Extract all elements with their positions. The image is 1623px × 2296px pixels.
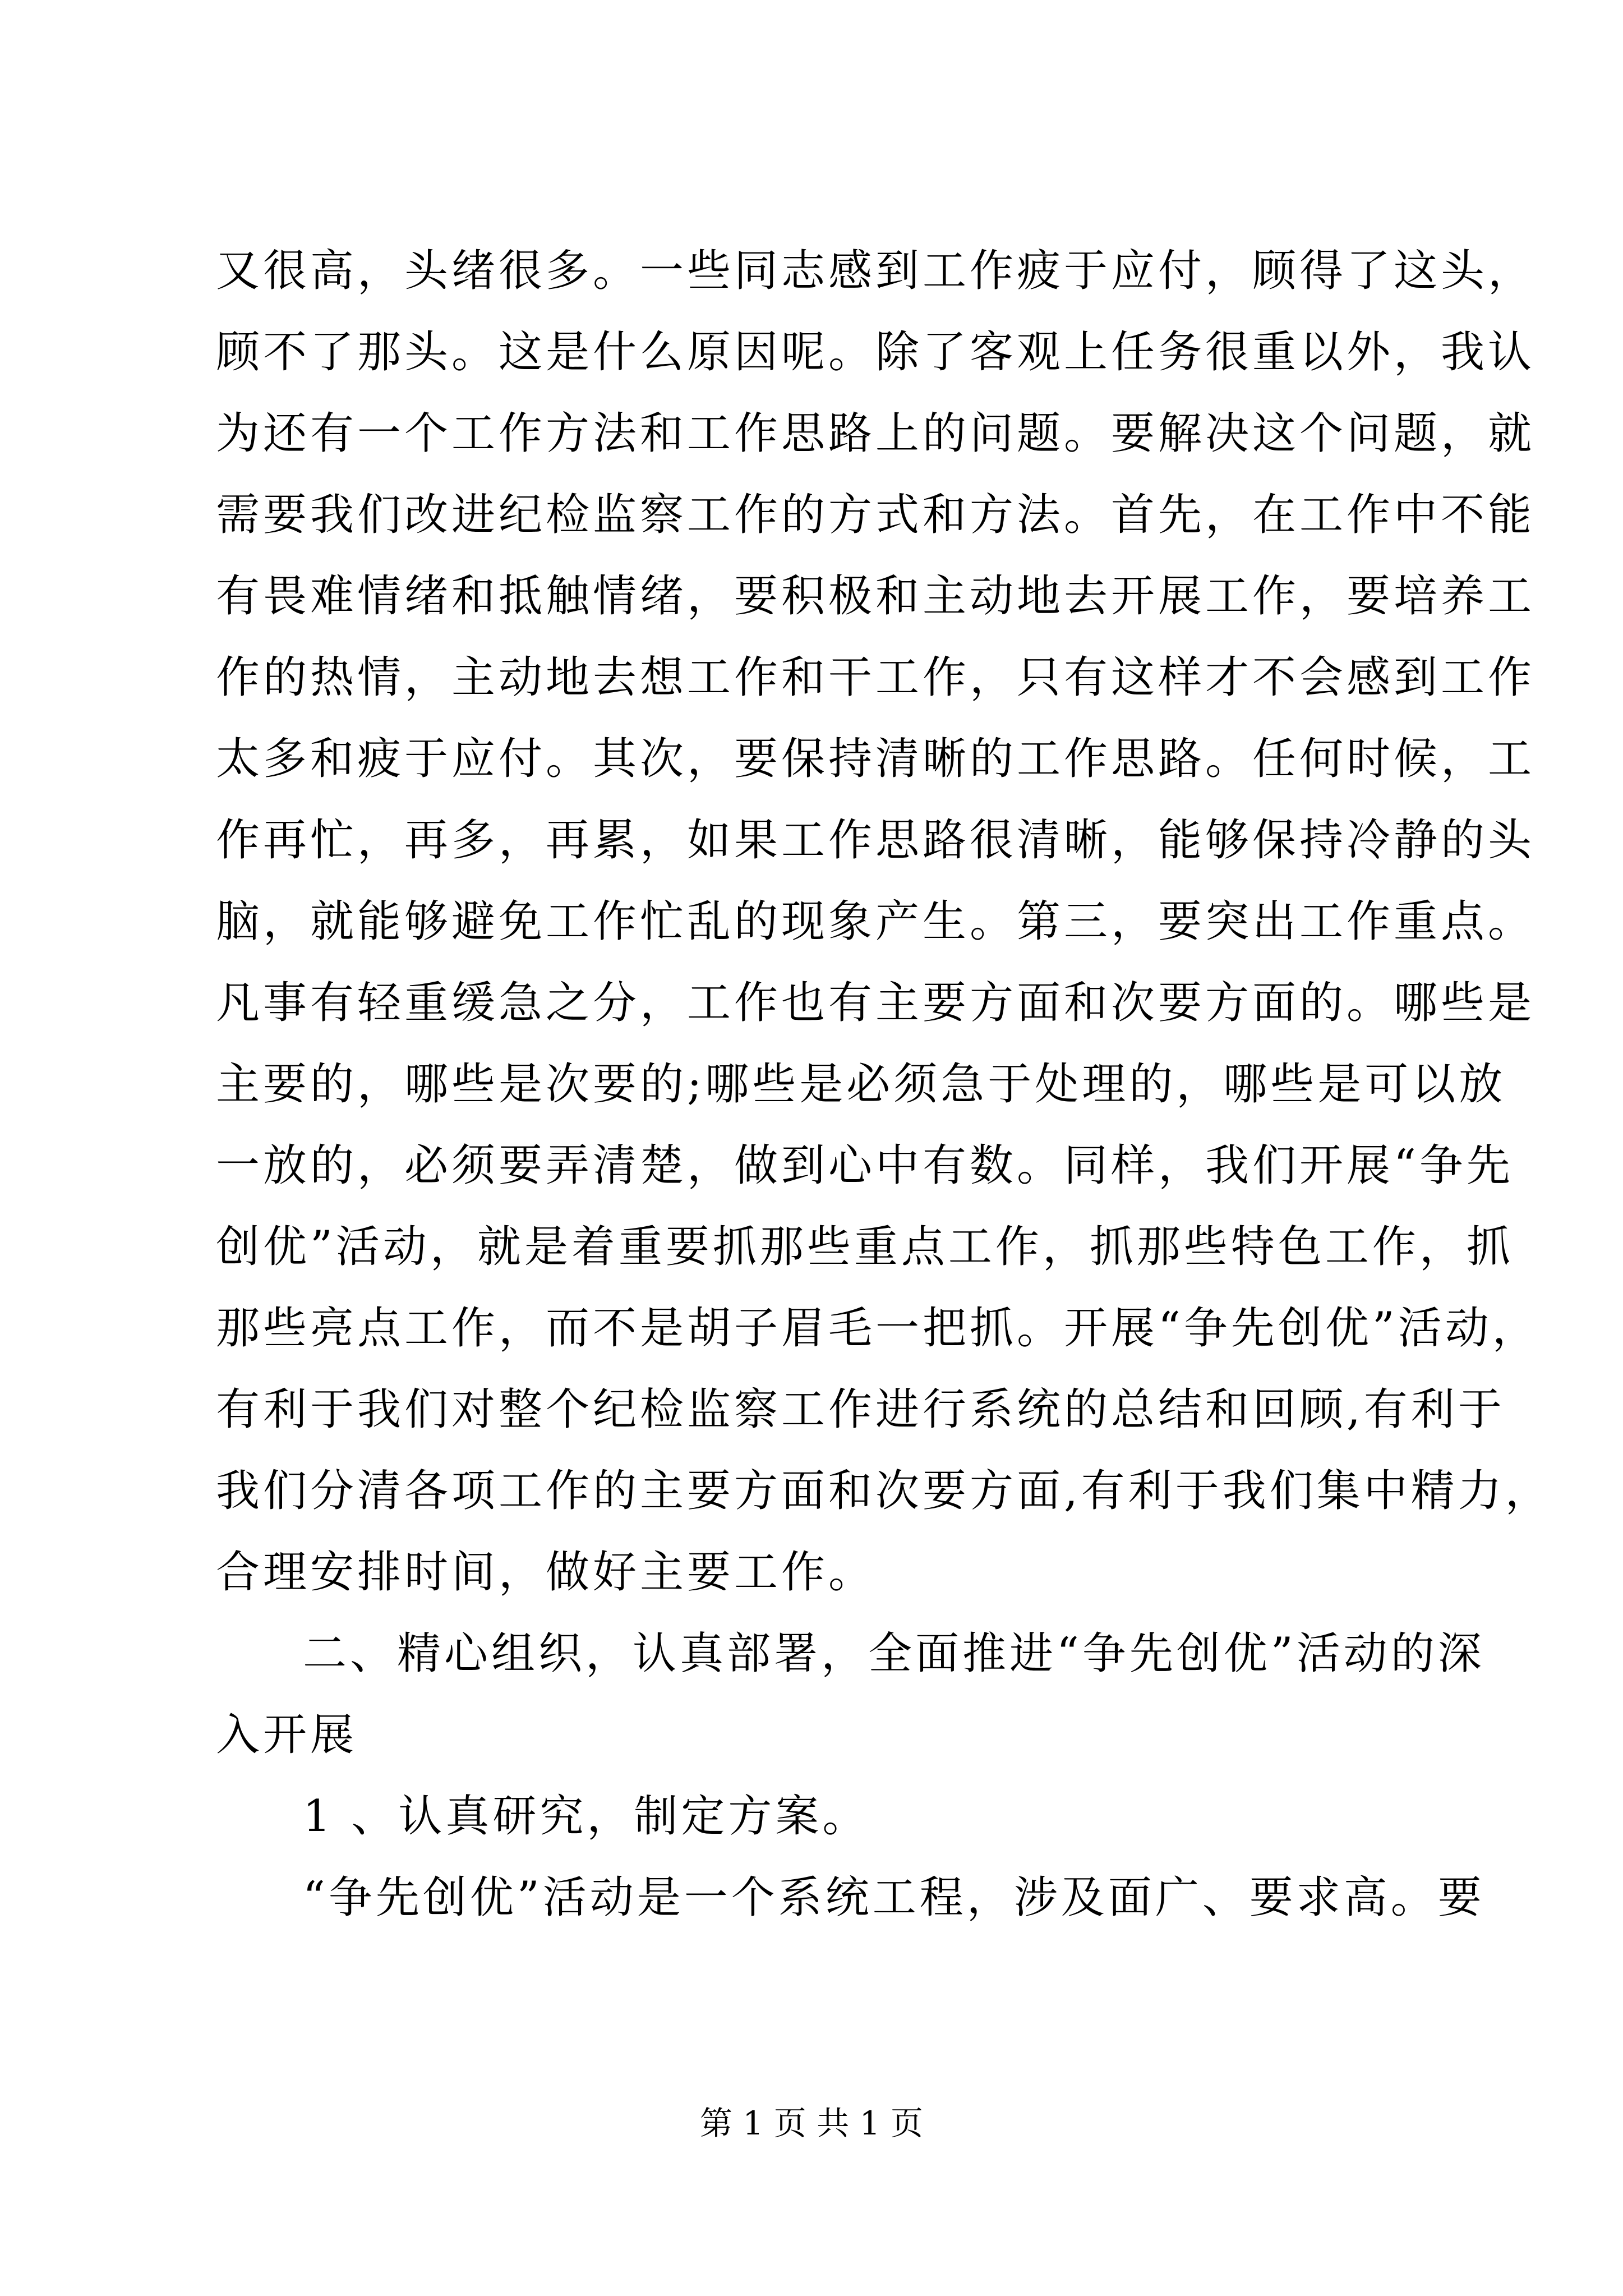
text-line: 主要的，哪些是次要的;哪些是必须急于处理的，哪些是可以放 xyxy=(216,1059,1506,1110)
subsection-heading: 1 、认真研究，制定方案。 xyxy=(303,1791,870,1842)
text-line: “争先创优”活动是一个系统工程，涉及面广、要求高。要 xyxy=(303,1872,1485,1923)
text-line: 有利于我们对整个纪检监察工作进行系统的总结和回顾,有利于 xyxy=(216,1384,1505,1435)
text-line: 需要我们改进纪检监察工作的方式和方法。首先，在工作中不能 xyxy=(216,490,1536,540)
text-line: 一放的，必须要弄清楚，做到心中有数。同样，我们开展“争先 xyxy=(216,1140,1514,1191)
page-number-footer: 第 1 页 共 1 页 xyxy=(700,2104,923,2142)
text-line: 作的热情，主动地去想工作和干工作，只有这样才不会感到工作 xyxy=(216,652,1536,703)
text-line: 凡事有轻重缓急之分，工作也有主要方面和次要方面的。哪些是 xyxy=(216,978,1536,1028)
text-line: 我们分清各项工作的主要方面和次要方面,有利于我们集中精力， xyxy=(216,1466,1552,1516)
text-line: 那些亮点工作，而不是胡子眉毛一把抓。开展“争先创优”活动， xyxy=(216,1303,1539,1354)
text-line: 太多和疲于应付。其次，要保持清晰的工作思路。任何时候，工 xyxy=(216,734,1536,784)
text-line: 合理安排时间，做好主要工作。 xyxy=(216,1547,876,1598)
text-line: 有畏难情绪和抵触情绪，要积极和主动地去开展工作，要培养工 xyxy=(216,571,1536,622)
text-line: 顾不了那头。这是什么原因呢。除了客观上任务很重以外，我认 xyxy=(216,327,1536,378)
text-line: 创优”活动，就是着重要抓那些重点工作，抓那些特色工作，抓 xyxy=(216,1222,1514,1272)
text-line: 为还有一个工作方法和工作思路上的问题。要解决这个问题，就 xyxy=(216,408,1536,459)
section-heading-continued: 入开展 xyxy=(216,1710,358,1760)
text-line: 又很高，头绪很多。一些同志感到工作疲于应付，顾得了这头， xyxy=(216,246,1536,296)
section-heading: 二、精心组织，认真部署，全面推进“争先创优”活动的深 xyxy=(303,1628,1485,1679)
text-line: 作再忙，再多，再累，如果工作思路很清晰，能够保持冷静的头 xyxy=(216,815,1536,866)
text-line: 脑，就能够避免工作忙乱的现象产生。第三，要突出工作重点。 xyxy=(216,896,1536,947)
